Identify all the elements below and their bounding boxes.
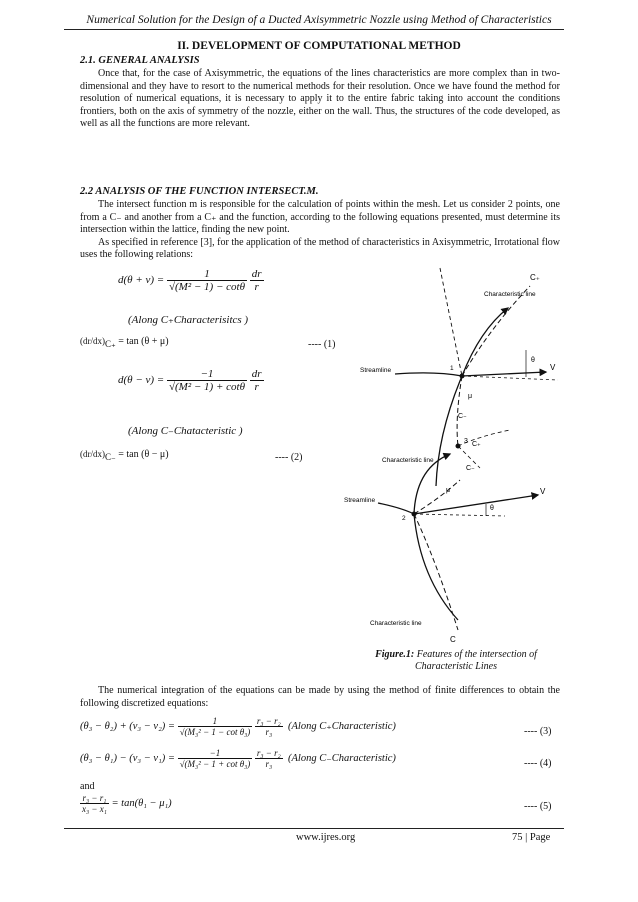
eq-den: r [254,281,259,293]
c-minus-line-long [440,268,462,376]
equation-5 [80,793,172,814]
eq-den: r₃ [265,727,273,737]
eq-num: 1 [167,268,247,281]
eq-den: √(M² − 1) − cotθ [168,281,245,293]
label-char-line-bottom: Characteristic line [370,620,422,627]
label-c-plus-top: C₊ [530,273,540,282]
equation-number-3: ---- (3) [524,726,552,737]
paragraph-intersect [80,199,560,262]
paragraph-text: The numerical integration of the equations can be made by using the method of finite differences to obtain the following discretized equations: [80,685,560,709]
eq-num: dr [251,268,262,280]
label-c-minus-1: C₋ [458,413,467,420]
figure-caption-text: Features of the intersection of Characteristic Lines [415,649,537,672]
label-mu-3: μ [446,487,451,494]
label-mu-1: μ [468,393,473,400]
paragraph-text: The intersect function m is responsible for the calculation of points within the mesh. Let us consider 2 points, one from a C₋ and another from a C₊ and the function, according to the following equations presented, must determine its intersection within the lattice, finding the new point. [80,199,560,235]
label-theta-top: θ [531,357,535,364]
subsection-heading-2-2: 2.2 ANALYSIS OF THE FUNCTION INTERSECT.M. [80,186,319,197]
and-word: and [80,781,95,792]
footer-page-number: 75 | Page [512,832,551,843]
figure-caption-label: Figure.1: [375,649,415,660]
eq-rhs: = tan (θ − μ) [118,449,169,460]
eq-rhs: = tan (θ + μ) [118,336,169,347]
eq-lhs: (dr/dx) [80,336,105,346]
paragraph-general-analysis [80,68,560,131]
label-point-2: 2 [402,515,406,522]
equation-4 [80,748,396,769]
node-3 [456,444,461,449]
c-plus-line-upper [462,286,530,376]
header-rule [64,29,564,30]
eq-lhs: (θ₃ − θ₂) + (ν₃ − ν₂) = [80,720,175,732]
label-theta-bottom: θ [490,505,494,512]
eq-fraction [178,716,253,737]
label-char-line-mid: Characteristic line [382,457,434,464]
paragraph-text: Once that, for the case of Axisymmetric, the equations of the lines characteristics are more complex than in two-dimensional and they have to resort to the numerical methods for their resolution. Once we have found the method for resolution of numerical equations, it is necessary to apply it to the entire fabric taking into account the conditions frontiers, both on the axis of symmetry of the nozzle, either on the wall. Thus, the structures of the code developed, as well as all the functions are more relevant. [80,68,560,129]
eq-fraction [80,793,109,814]
streamline-lower [378,503,414,514]
eq-num: r₃ − r₂ [256,716,281,726]
label-point-1: 1 [450,365,454,372]
streamline-upper [395,373,462,376]
eq-sub: C₋ [105,452,116,462]
footer-website: www.ijres.org [296,832,356,843]
along-c-plus-note: (Along C₊Characterisitcs ) [128,314,249,326]
equation-number-2: ---- (2) [275,452,303,463]
eq-fraction [178,748,253,769]
label-point-3: 3 [464,438,468,445]
equation-c-minus-compat [118,368,264,393]
eq-num: dr [251,368,262,380]
equation-3 [80,716,396,737]
label-v-top: V [550,363,556,372]
eq-fraction-r [255,748,283,769]
subsection-heading-2-1: 2.1. GENERAL ANALYSIS [80,55,200,66]
eq-note: (Along C₋Characteristic) [288,752,396,764]
equation-number-4: ---- (4) [524,758,552,769]
eq-num: −1 [178,748,253,759]
eq-note: (Along C₊Characteristic) [288,720,396,732]
eq-rhs: = tan(θ₁ − μ₁) [111,797,172,809]
velocity-vector-lower [414,495,538,514]
label-streamline-upper: Streamline [360,367,392,374]
eq-den: r [254,381,259,393]
footer-rule [64,828,564,829]
eq-den: √(M₃² − 1 − cot θ₃) [179,727,251,737]
eq-num: 1 [178,716,253,727]
theta-reference-upper [462,376,558,380]
running-header: Numerical Solution for the Design of a Ducted Axisymmetric Nozzle using Method of Characteristics [86,14,552,26]
equation-number-1: ---- (1) [308,339,336,350]
label-c-bottom: C [450,635,456,643]
equation-number-5: ---- (5) [524,801,552,812]
eq-num: r₃ − r₁ [80,793,109,804]
equation-1 [80,336,169,350]
label-streamline-lower: Streamline [344,497,376,504]
section-title: II. DEVELOPMENT OF COMPUTATIONAL METHOD [177,40,461,52]
eq-fraction [167,368,247,393]
velocity-vector-upper [462,372,546,376]
eq-den: √(M₃² − 1 + cot θ₃) [179,759,251,769]
eq-den: √(M² − 1) + cotθ [168,381,245,393]
label-char-line-top: Characteristic line [484,291,536,298]
eq-lhs: d(θ + ν) = [118,274,165,287]
eq-fraction [167,268,247,293]
theta-reference-lower [414,514,505,516]
eq-den: r₃ [265,759,273,769]
eq-fraction-dr [250,368,264,393]
eq-lhs: d(θ − ν) = [118,374,165,387]
along-c-minus-note: (Along C₋Chatacteristic ) [128,425,243,437]
figure-caption [356,649,556,673]
label-c-plus-mid: C₊ [472,441,481,448]
paragraph-discretization [80,685,560,710]
eq-num: −1 [167,368,247,381]
characteristics-figure [340,258,565,643]
equation-c-plus-compat [118,268,264,293]
node-1 [460,374,465,379]
eq-sub: C₊ [105,339,116,349]
eq-lhs: (dr/dx) [80,449,105,459]
eq-num: r₃ − r₂ [256,748,281,758]
eq-den: x₃ − x₁ [82,804,107,814]
label-v-bottom: V [540,487,546,496]
eq-fraction-dr [250,268,264,293]
node-2 [412,512,417,517]
eq-fraction-r [255,716,283,737]
label-c-minus-mid: C₋ [466,465,475,472]
equation-2 [80,449,169,463]
c-plus-line-lower [414,480,460,514]
paragraph-text: As specified in reference [3], for the application of the method of characteristics in Axisymmetric, Irrotational flow uses the following relations: [80,236,560,260]
eq-lhs: (θ₃ − θ₁) − (ν₃ − ν₁) = [80,752,175,764]
